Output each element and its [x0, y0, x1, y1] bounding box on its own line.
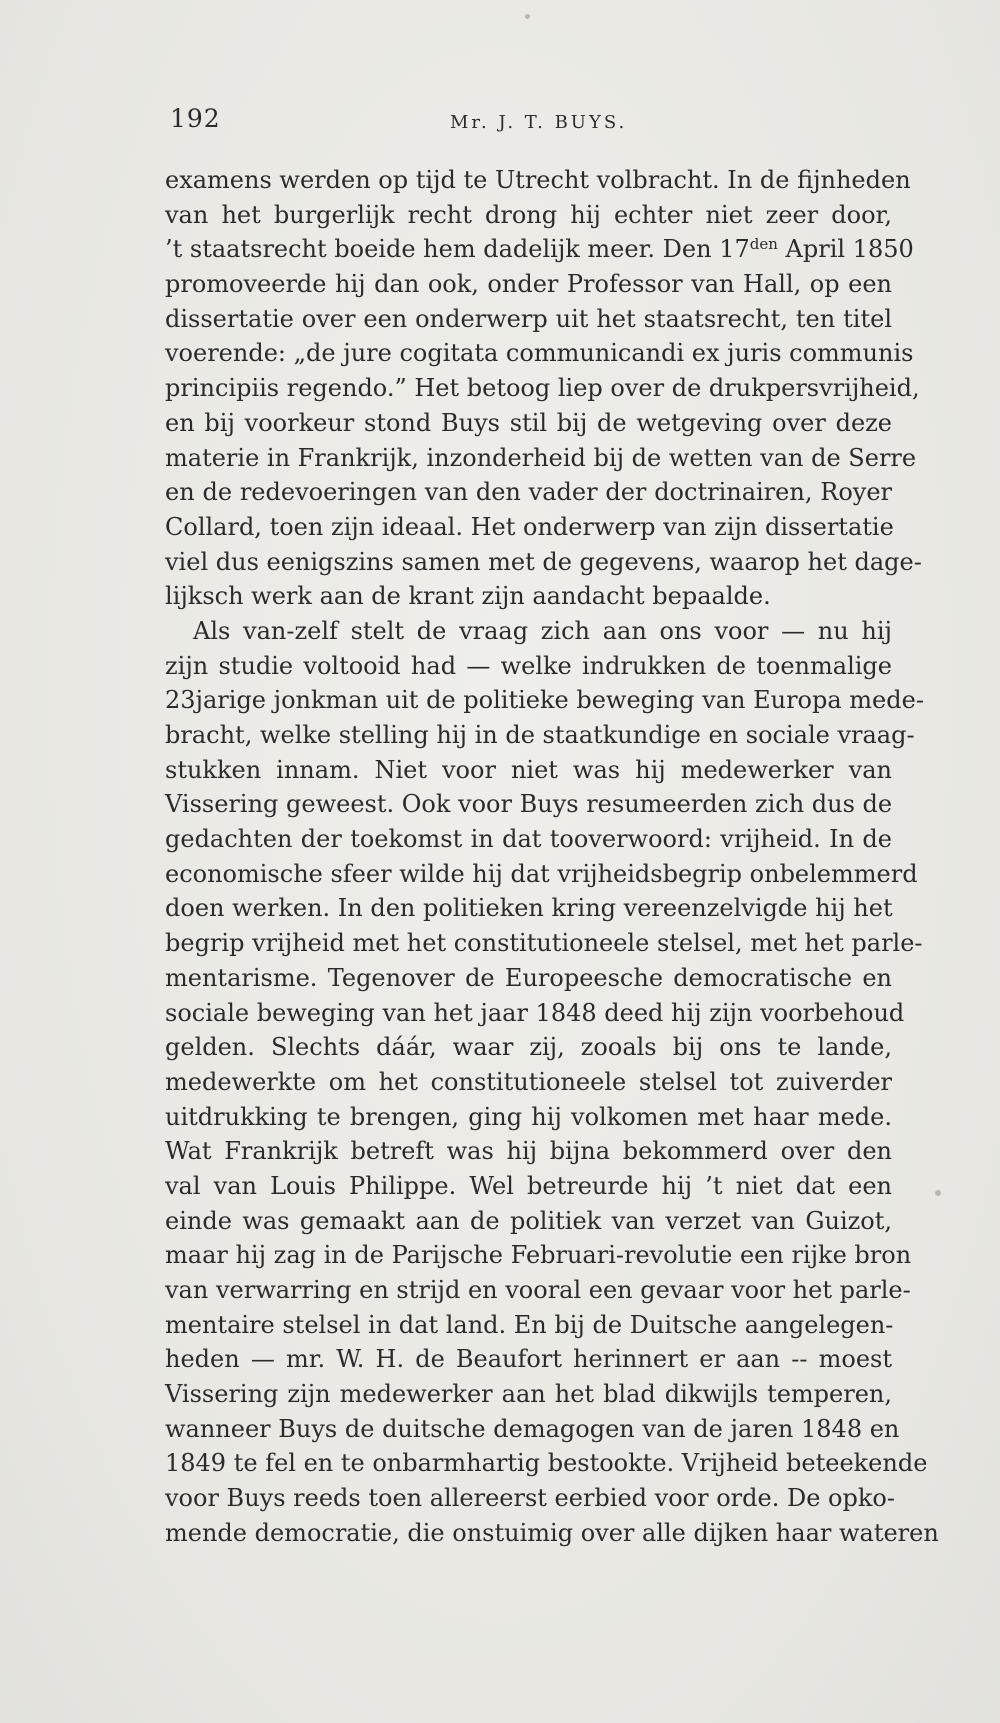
text-line: economische sfeer wilde hij dat vrijheidsbegrip onbelemmerd — [165, 859, 918, 888]
text-line: heden — mr. W. H. de Beaufort herinnert er aan -- moest — [165, 1345, 892, 1374]
text-line: van verwarring en strijd en vooral een gevaar voor het parle- — [165, 1276, 911, 1304]
text-line: mentarisme. Tegenover de Europeesche democratische en — [165, 963, 892, 992]
text-line: einde was gemaakt aan de politiek van verzet van Guizot, — [165, 1206, 892, 1235]
text-line: materie in Frankrijk, inzonderheid bij de wetten van de Serre — [165, 443, 917, 472]
body-text — [165, 163, 939, 1551]
text-line: gedachten der toekomst in dat tooverwoord: vrijheid. In de — [165, 825, 892, 854]
text-line: promoveerde hij dan ook, onder Professor van Hall, op een — [165, 270, 892, 299]
text-line: mende democratie, die onstuimig over alle dijken haar wateren — [165, 1518, 939, 1547]
text-line: en bij voorkeur stond Buys stil bij de wetgeving over deze — [165, 408, 892, 437]
text-line: 1849 te fel en te onbarmhartig bestookte. Vrijheid beteekende — [165, 1449, 928, 1478]
text-line: maar hij zag in de Parijsche Februari-revolutie een rijke bron — [165, 1241, 912, 1270]
running-head: Mr. J. T. BUYS. — [450, 112, 628, 133]
text-line — [165, 232, 914, 267]
paper-speck — [525, 14, 530, 19]
text-line: uitdrukking te brengen, ging hij volkomen met haar mede. — [165, 1102, 892, 1131]
text-line: en de redevoeringen van den vader der doctrinairen, Royer — [165, 478, 892, 507]
text-line: Wat Frankrijk betreft was hij bijna bekommerd over den — [165, 1137, 892, 1166]
text-line: doen werken. In den politieken kring vereenzelvigde hij het — [165, 894, 893, 923]
text-line: wanneer Buys de duitsche demagogen van de jaren 1848 en — [165, 1414, 900, 1443]
text-line-start: ’t staatsrecht boeide hem dadelijk meer. Den 17 — [165, 235, 750, 264]
paper-speck — [935, 1190, 941, 1196]
page-header — [170, 104, 880, 144]
text-line: Vissering geweest. Ook voor Buys resumeerden zich dus de — [165, 790, 893, 819]
text-line: voor Buys reeds toen allereerst eerbied voor orde. De opko- — [165, 1484, 895, 1513]
text-line: lijksch werk aan de krant zijn aandacht bepaalde. — [165, 582, 771, 611]
text-line: voerende: „de jure cogitata communicandi ex juris communis — [165, 339, 914, 368]
text-line: val van Louis Philippe. Wel betreurde hij ’t niet dat een — [165, 1171, 892, 1200]
text-line: medewerkte om het constitutioneele stelsel tot zuiverder — [165, 1067, 892, 1096]
text-line: van het burgerlijk recht drong hij echter niet zeer door, — [165, 200, 892, 229]
text-line: principiis regendo.” Het betoog liep over de drukpersvrijheid, — [165, 374, 920, 403]
text-line: 23jarige jonkman uit de politieke beweging van Europa mede- — [165, 686, 924, 715]
text-line: Vissering zijn medewerker aan het blad dikwijls temperen, — [165, 1380, 892, 1409]
text-line: Als van-zelf stelt de vraag zich aan ons voor — nu hij — [193, 616, 892, 645]
superscript: den — [749, 235, 778, 254]
text-line: viel dus eenigszins samen met de gegevens, waarop het dage- — [165, 547, 922, 576]
text-line: bracht, welke stelling hij in de staatkundige en sociale vraag- — [165, 721, 915, 749]
text-line: stukken innam. Niet voor niet was hij medewerker van — [165, 755, 892, 784]
page-number: 192 — [170, 104, 221, 133]
text-line: Collard, toen zijn ideaal. Het onderwerp van zijn dissertatie — [165, 512, 894, 541]
text-line: examens werden op tijd te Utrecht volbracht. In de fijnheden — [165, 166, 911, 194]
text-line: zijn studie voltooid had — welke indrukken de toenmalige — [165, 651, 892, 680]
text-line: dissertatie over een onderwerp uit het staatsrecht, ten titel — [165, 304, 892, 333]
text-line: sociale beweging van het jaar 1848 deed hij zijn voorbehoud — [165, 998, 905, 1027]
text-line: gelden. Slechts dáár, waar zij, zooals bij ons te lande, — [165, 1033, 892, 1062]
text-line-end: April 1850 — [777, 235, 914, 264]
text-line: mentaire stelsel in dat land. En bij de Duitsche aangelegen- — [165, 1310, 894, 1339]
text-line: begrip vrijheid met het constitutioneele stelsel, met het parle- — [165, 929, 923, 958]
